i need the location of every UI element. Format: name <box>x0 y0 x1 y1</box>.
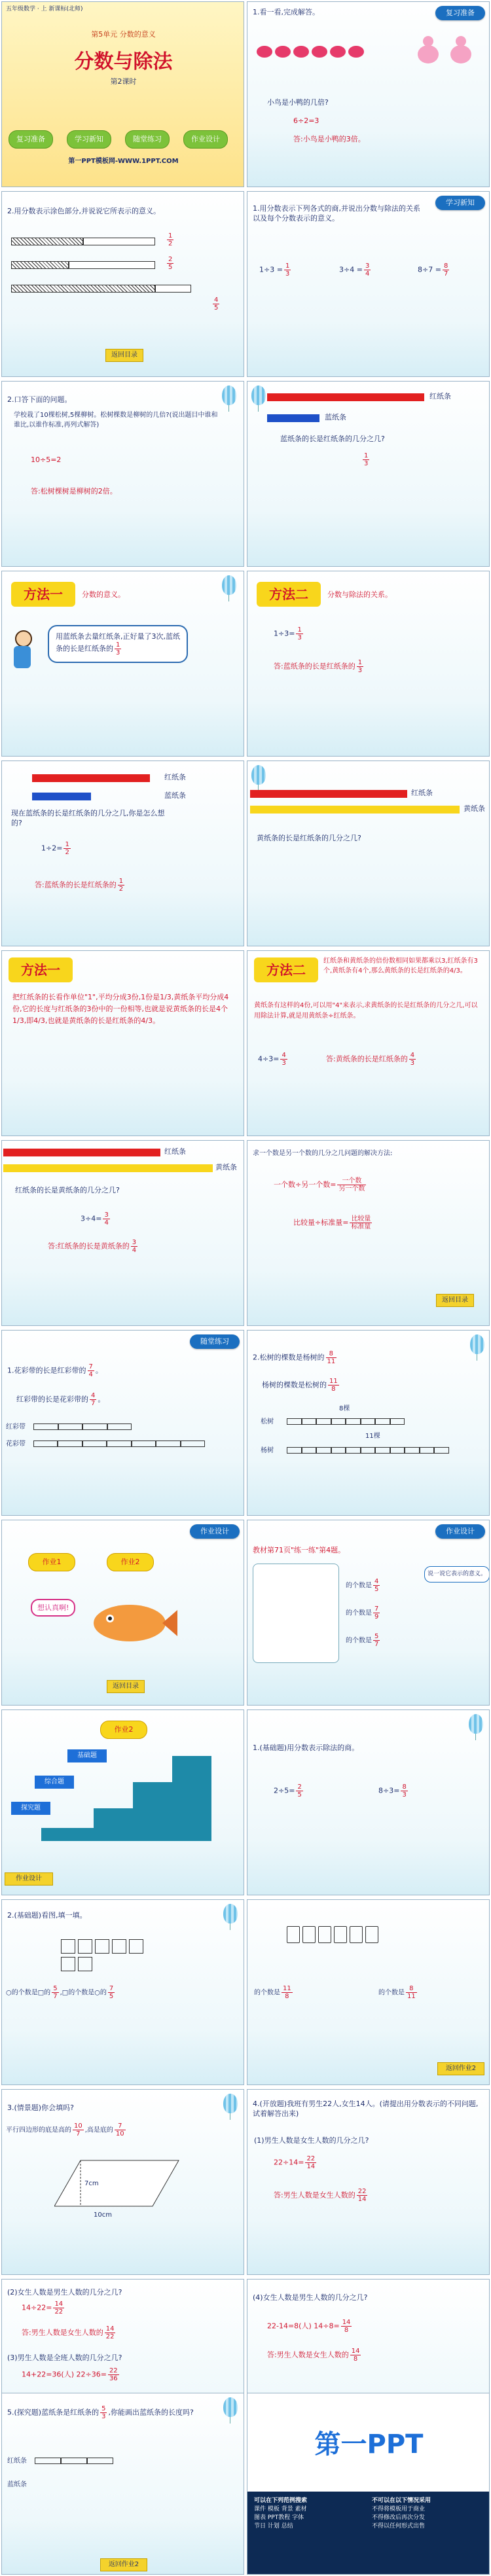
expr2: 3÷4 = $\frac{3}{4}$ <box>339 262 370 277</box>
question1: 1.花彩带的长是红彩带的 $\frac{7}{4}$ 。 <box>7 1363 103 1378</box>
return-button[interactable]: 返回作业2 <box>100 2558 147 2571</box>
col2-line1: 不得将模板用于商业 <box>372 2506 426 2513</box>
cover-button-review[interactable]: 复习准备 <box>9 130 53 149</box>
calc: 1÷2= $\frac{1}{2}$ <box>41 841 69 856</box>
line1: 的个数是 $\frac{4}{5}$ <box>346 1578 379 1593</box>
exercise-ref: 教材第71页"练一练"第4题。 <box>253 1546 346 1554</box>
col1-line3: 节日 计划 总结 <box>254 2523 293 2530</box>
question: 5.(探究题)蓝纸条是红纸条的 $\frac{5}{3}$ ,你能画出蓝纸条的长度吗? <box>7 2405 194 2420</box>
slide-homework2-steps <box>1 1709 244 1895</box>
step-label-2[interactable]: 综合题 <box>35 1776 74 1789</box>
question: 求一个数是另一个数的几分之几问题的解决方法: <box>253 1150 393 1157</box>
yellow-strip <box>250 806 460 814</box>
return-button[interactable]: 返回作业2 <box>437 2062 484 2075</box>
slide-shaded-fractions <box>1 191 244 377</box>
tag-learn[interactable]: 学习新知 <box>435 196 485 210</box>
balloon-icon <box>222 575 236 595</box>
method-badge: 方法二 <box>254 957 318 982</box>
expr3: 8÷7 = $\frac{8}{7}$ <box>418 262 448 277</box>
method-badge: 方法二 <box>257 582 321 607</box>
red-ribbon-grid <box>33 1423 132 1430</box>
red-strip <box>267 393 424 401</box>
cover-site: 第一PPT模板网-WWW.1PPT.COM <box>68 158 179 165</box>
balloon-icon <box>223 2397 238 2417</box>
label-flower-ribbon: 花彩带 <box>6 1440 26 1448</box>
cups-row <box>287 1926 444 1965</box>
slide-method2 <box>247 571 490 757</box>
balloon-icon <box>470 1334 484 1354</box>
slide-textbook-exercise <box>247 1520 490 1706</box>
answer: 答:黄纸条的长是红纸条的 $\frac{4}{3}$ <box>326 1052 415 1067</box>
stairs-illustration <box>41 1743 211 1841</box>
cover-button-learn[interactable]: 学习新知 <box>67 130 111 149</box>
cover-button-practice[interactable]: 随堂练习 <box>125 130 170 149</box>
calc: 22÷14= $\frac{22}{14}$ <box>274 2155 316 2170</box>
part4: (4)女生人数是男生人数的几分之几? <box>253 2293 368 2302</box>
slide-method-summary <box>247 1140 490 1326</box>
cover-lesson: 第2课时 <box>110 77 137 86</box>
red-strip <box>3 1149 160 1156</box>
blue-strip <box>267 414 319 422</box>
formula2: 比较量÷标准量= $\frac{\text{比较量}}{\text{标准量}}$ <box>293 1215 371 1230</box>
question1: 2.松树的棵数是杨树的 $\frac{8}{11}$ <box>253 1350 336 1365</box>
red-strip-label: 红纸条 <box>429 392 451 401</box>
slide-method1 <box>1 571 244 757</box>
method-badge: 方法一 <box>11 582 75 607</box>
red-strip-label: 红纸条 <box>411 789 433 797</box>
tag-homework[interactable]: 作业设计 <box>190 1524 240 1539</box>
question: 2.口答下面的问题。 <box>7 395 72 404</box>
body: 学校栽了10棵松树,5棵柳树。松树棵数是柳树的几倍?(说出题目中谁和谁比,以谁作标准,再列式解答) <box>14 412 218 429</box>
fish-illustration <box>81 1594 179 1653</box>
slide-blue-red-strips <box>247 381 490 567</box>
homework2-button[interactable]: 作业2 <box>107 1553 154 1571</box>
col2-title: 不可以在以下情况采用 <box>372 2497 431 2504</box>
question2: 红彩带的长是花彩带的 $\frac{4}{7}$ 。 <box>16 1392 105 1407</box>
calc: 3÷4= $\frac{3}{4}$ <box>81 1211 109 1226</box>
answer: 答:男生人数是女生人数的 $\frac{22}{14}$ <box>274 2188 367 2203</box>
line3: 的个数是 $\frac{5}{7}$ <box>346 1633 379 1648</box>
yellow-strip <box>3 1164 213 1172</box>
blue-strip-label: 蓝纸条 <box>164 791 186 800</box>
col2-line3: 不得以任何形式出售 <box>372 2523 426 2530</box>
answer: 答:小鸟是小鸭的3倍。 <box>293 135 365 143</box>
bar1-shaded <box>11 238 83 245</box>
height-label: 7cm <box>84 2180 99 2187</box>
homework1-button[interactable]: 作业1 <box>28 1553 75 1571</box>
col1-title: 可以在下列范例搜索 <box>254 2497 308 2504</box>
red-strip-label: 红纸条 <box>164 1147 186 1156</box>
balloon-icon <box>223 1904 238 1923</box>
balloon-icon <box>251 385 266 405</box>
fill-line1: 的个数是 $\frac{11}{8}$ <box>254 1985 291 2000</box>
yellow-strip-label: 黄纸条 <box>215 1163 237 1172</box>
explanation: 黄纸条有这样的4份,可以用"4"来表示,求黄纸条的长是红纸条的几分之几,可以用除法计算,就是用黄纸条÷红纸条。 <box>254 1002 478 1020</box>
birds-and-ducks-illustration <box>251 26 487 78</box>
yellow-strip-label: 黄纸条 <box>464 804 485 813</box>
shape-box <box>253 1564 339 1663</box>
red-strip-grid <box>35 2458 113 2464</box>
label-poplar: 杨树 <box>261 1447 274 1454</box>
girl-illustration <box>11 630 33 670</box>
flower-ribbon-grid <box>33 1440 205 1447</box>
calc: 4÷3= $\frac{4}{3}$ <box>258 1052 286 1067</box>
info-col-1 <box>254 2497 365 2531</box>
question: 现在蓝纸条的长是红纸条的几分之几,你是怎么想的? <box>11 809 165 827</box>
answer: 答:红纸条的长是黄纸条的 $\frac{3}{4}$ <box>48 1239 137 1254</box>
part2: (2)女生人数是男生人数的几分之几? <box>7 2288 122 2297</box>
question: 3.(情景题)你会填吗? <box>7 2103 74 2112</box>
bar1-empty <box>83 238 155 245</box>
slide-half-strip <box>1 760 244 946</box>
line2: 的个数是 $\frac{7}{9}$ <box>346 1605 379 1620</box>
balloon-icon <box>251 765 266 785</box>
slide-brand <box>247 2393 490 2575</box>
red-strip <box>250 790 407 798</box>
brand-footer <box>247 2492 490 2575</box>
answer-fraction: $\frac{1}{3}$ <box>364 452 369 467</box>
question: 2.(基础题)看图,填一填。 <box>7 1911 87 1920</box>
blue-strip-label: 蓝纸条 <box>325 413 346 421</box>
question: 红纸条的长是黄纸条的几分之几? <box>15 1186 120 1194</box>
cover-title: 分数与除法 <box>74 50 173 73</box>
return-button[interactable]: 作业设计 <box>5 1872 53 1886</box>
answer: 答:蓝纸条的长是红纸条的 $\frac{1}{3}$ <box>274 659 363 674</box>
slide-pine-poplar <box>247 1330 490 1516</box>
return-button[interactable]: 返回目录 <box>107 1680 145 1693</box>
bar2-fraction: $\frac{2}{5}$ <box>168 256 173 271</box>
method-hint: 分数的意义。 <box>82 590 125 599</box>
question: 蓝纸条的长是红纸条的几分之几? <box>280 435 385 443</box>
col2-line2: 不得修改后再次分发 <box>372 2514 426 2521</box>
bar1-fraction: $\frac{1}{2}$ <box>168 232 173 247</box>
bar3-fraction: $\frac{4}{5}$ <box>214 296 219 312</box>
base-label: 10cm <box>94 2211 112 2219</box>
label-red-strip: 红纸条 <box>7 2458 27 2465</box>
poplar-grid <box>287 1447 449 1454</box>
method-hint: 分数与除法的关系。 <box>327 590 392 599</box>
slide-explore <box>1 2393 244 2575</box>
side-note: 红纸条和黄纸条的倍份数相同如果都乘以3,红纸条有3个,黄纸条有4个,那么黄纸条的长是红纸条的4/3。 <box>323 957 478 975</box>
step-label-3[interactable]: 探究题 <box>11 1802 50 1815</box>
slide-basic-division <box>247 1709 490 1895</box>
question: 1.用分数表示下列各式的商,并说出分数与除法的关系以及每个分数表示的意义。 <box>253 204 420 223</box>
bar2-shaded <box>11 261 69 269</box>
slide-trees <box>1 381 244 567</box>
slide-cover <box>1 1 244 187</box>
slide-parallelogram <box>1 2089 244 2275</box>
formula1: 一个数÷另一个数= $\frac{\text{一个数}}{\text{另一个数}}$ <box>274 1177 365 1192</box>
slide-homework-menu <box>1 1520 244 1706</box>
method-badge: 方法一 <box>9 957 73 982</box>
calc2: 14÷22= $\frac{14}{22}$ <box>22 2300 64 2316</box>
cover-header: 五年级数学 · 上 新课标(北师) <box>6 6 83 12</box>
col1-line1: 课件 模板 背景 素材 <box>254 2506 307 2513</box>
label-blue-strip: 蓝纸条 <box>7 2481 27 2488</box>
answer2: 答:男生人数是女生人数的 $\frac{14}{22}$ <box>22 2325 115 2340</box>
slide-circles-squares <box>1 1899 244 2085</box>
balloon-icon <box>222 385 236 405</box>
expr2: 8÷3= $\frac{8}{3}$ <box>378 1783 407 1798</box>
pine-grid <box>287 1418 405 1425</box>
slide-review-birds <box>247 1 490 187</box>
slide-yellow-strip <box>247 760 490 946</box>
slide-open-question <box>247 2089 490 2275</box>
return-button[interactable]: 返回目录 <box>436 1294 474 1307</box>
bar2-empty <box>69 261 155 269</box>
slide-method2-yellow <box>247 950 490 1136</box>
speech-bubble: 想认真啊! <box>31 1599 75 1617</box>
tag-review[interactable]: 复习准备 <box>435 6 485 20</box>
homework2-label[interactable]: 作业2 <box>100 1721 147 1739</box>
return-button[interactable]: 返回目录 <box>105 349 143 362</box>
question2: 杨树的棵数是松树的 $\frac{11}{8}$ <box>262 1378 338 1393</box>
count-poplar: 11棵 <box>365 1433 380 1440</box>
speech-bubble: 用蓝纸条去量红纸条,正好量了3次,蓝纸条的长是红纸条的 $\frac{1}{3}$ <box>48 625 188 663</box>
calc: 1÷3= $\frac{1}{3}$ <box>274 626 302 641</box>
brand-logo: 第一PPT <box>314 2429 424 2460</box>
tag-practice[interactable]: 随堂练习 <box>190 1334 240 1349</box>
question: 2.用分数表示涂色部分,并说说它所表示的意义。 <box>7 207 160 215</box>
calc4: 22-14=8(人) 14÷8= $\frac{14}{8}$ <box>267 2319 351 2334</box>
slide-ribbons <box>1 1330 244 1516</box>
balloon-icon <box>223 2094 238 2113</box>
label-pine: 松树 <box>261 1418 274 1425</box>
label-red-ribbon: 红彩带 <box>6 1423 26 1431</box>
count-pine: 8棵 <box>339 1405 350 1412</box>
calc: 10÷5=2 <box>31 456 62 464</box>
answer: 答:蓝纸条的长是红纸条的 $\frac{1}{2}$ <box>35 878 124 893</box>
balloon-icon <box>469 1714 483 1734</box>
slide-division-fractions <box>247 191 490 377</box>
slide-cups-cylinders <box>247 1899 490 2085</box>
expr1: 1÷3 = $\frac{1}{3}$ <box>259 262 290 277</box>
explanation: 把红纸条的长看作单位"1",平均分成3份,1份是1/3,黄纸条平均分成4份,它的长度与红纸条的3份中的一份相等,也就是说黄纸条的长是4个1/3,即4/3,也就是黄纸条的长是红纸条的4/3。 <box>12 993 229 1025</box>
question: 1.(基础题)用分数表示除法的商。 <box>253 1744 359 1752</box>
fill-line2: 的个数是 $\frac{8}{11}$ <box>378 1985 416 2000</box>
cover-button-homework[interactable]: 作业设计 <box>183 130 228 149</box>
answer: 答:松树棵树是柳树的2倍。 <box>31 487 117 495</box>
step-label-1[interactable]: 基础题 <box>67 1749 107 1762</box>
kid-speech: 说一说它表示的意义。 <box>424 1566 490 1583</box>
blue-strip <box>32 793 91 800</box>
fill-line: 平行四边形的底是高的 $\frac{10}{7}$ ,高是底的 $\frac{7}{10}$ <box>6 2122 124 2138</box>
part3: (3)男生人数是全班人数的几分之几? <box>7 2353 122 2362</box>
squares-row <box>61 1939 159 1972</box>
col1-line2: 图表 PPT教程 字体 <box>254 2514 304 2521</box>
red-strip-label: 红纸条 <box>164 773 186 781</box>
answer4: 答:男生人数是女生人数的 $\frac{14}{8}$ <box>267 2348 360 2363</box>
parallelogram-figure <box>54 2154 185 2219</box>
calc3: 14+22=36(人) 22÷36= $\frac{22}{36}$ <box>22 2367 118 2382</box>
fill-line: ○的个数是□的 $\frac{5}{7}$ ,□的个数是○的 $\frac{7}{5}$ <box>6 1985 114 2000</box>
sub-question: 小鸟是小鸭的几倍? <box>267 98 329 107</box>
expr1: 2÷5= $\frac{2}{5}$ <box>274 1783 302 1798</box>
question: 1.看一看,完成解答。 <box>253 8 319 16</box>
question: 黄纸条的长是红纸条的几分之几? <box>257 834 361 842</box>
red-strip <box>32 774 150 782</box>
tag-homework[interactable]: 作业设计 <box>435 1524 485 1539</box>
cover-unit: 第5单元 分数的意义 <box>91 30 156 39</box>
slide-red-vs-yellow <box>1 1140 244 1326</box>
calc: 6÷2=3 <box>293 116 319 125</box>
bar3-empty <box>155 285 191 293</box>
bar3-shaded <box>11 285 155 293</box>
slide-method1-yellow <box>1 950 244 1136</box>
part1: (1)男生人数是女生人数的几分之几? <box>254 2136 369 2145</box>
question: 4.(开放题)我班有男生22人,女生14人。(请提出用分数表示的不同问题,试着解答出来) <box>253 2100 479 2118</box>
info-col-2 <box>372 2497 483 2531</box>
